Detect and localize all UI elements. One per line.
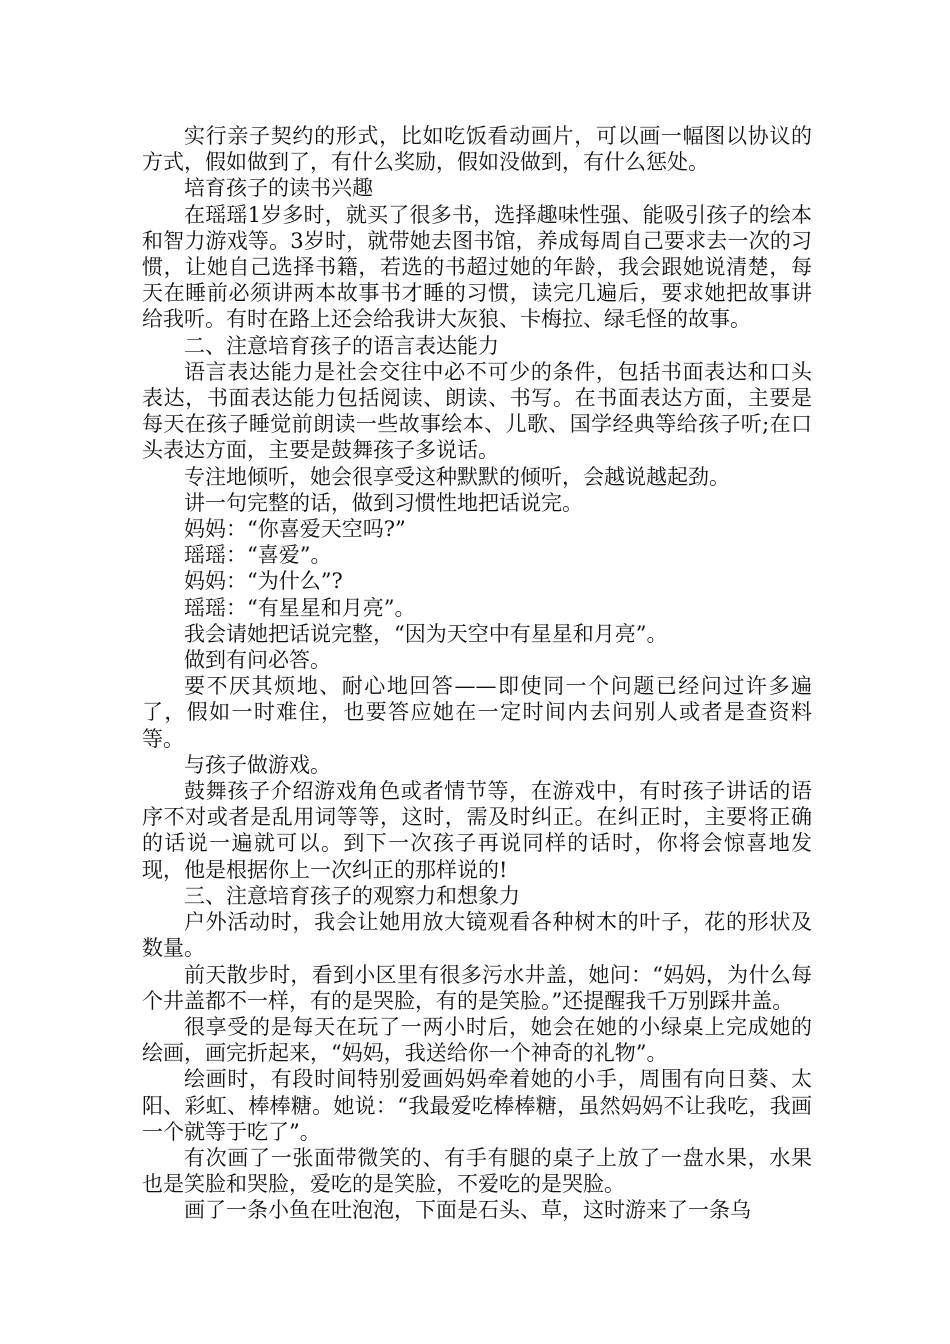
section-heading: 二、注意培育孩子的语言表达能力: [184, 333, 499, 358]
paragraph: 有次画了一张面带微笑的、有手有腿的桌子上放了一盘水果，水果也是笑脸和哭脸，爱吃的是笑脸，不爱吃的是哭脸。: [142, 1145, 812, 1197]
paragraph: 画了一条小鱼在吐泡泡，下面是石头、草，这时游来了一条乌: [184, 1198, 751, 1223]
dialogue-line: 妈妈：“你喜爱天空吗?”: [184, 517, 406, 542]
paragraph: 与孩子做游戏。: [184, 752, 331, 777]
paragraph: 讲一句完整的话，做到习惯性地把话说完。: [184, 490, 583, 515]
document-body: [142, 123, 812, 1224]
dialogue-line: 妈妈：“为什么”?: [184, 569, 343, 594]
section-heading: 三、注意培育孩子的观察力和想象力: [184, 883, 520, 908]
paragraph: 做到有问必答。: [184, 648, 331, 673]
paragraph: 鼓舞孩子介绍游戏角色或者情节等，在游戏中，有时孩子讲话的语序不对或者是乱用词等等，这时，需及时纠正。在纠正时，主要将正确的话说一遍就可以。到下一次孩子再说同样的话时，你将会惊喜地发现，他是根据你上一次纠正的那样说的!: [142, 779, 812, 882]
paragraph: 语言表达能力是社会交往中必不可少的条件，包括书面表达和口头表达，书面表达能力包括阅读、朗读、书写。在书面表达方面，主要是每天在孩子睡觉前朗读一些故事绘本、儿歌、国学经典等给孩子听;在口头表达方面，主要是鼓舞孩子多说话。: [142, 359, 812, 463]
paragraph: 前天散步时，看到小区里有很多污水井盖，她问：“妈妈，为什么每个井盖都不一样，有的是哭脸，有的是笑脸。”还提醒我千万别踩井盖。: [142, 962, 812, 1013]
paragraph: 在瑶瑶1岁多时，就买了很多书，选择趣味性强、能吸引孩子的绘本和智力游戏等。3岁时，就带她去图书馆，养成每周自己要求去一次的习惯，让她自己选择书籍，若选的书超过她的年龄，我会跟她说清楚，每天在睡前必须讲两本故事书才睡的习惯，读完几遍后，要求她把故事讲给我听。有时在路上还会给我讲大灰狼、卡梅拉、绿毛怪的故事。: [142, 202, 812, 332]
paragraph: 户外活动时，我会让她用放大镜观看各种树木的叶子，花的形状及数量。: [142, 910, 812, 961]
paragraph: 我会请她把话说完整，“因为天空中有星星和月亮”。: [184, 621, 668, 646]
paragraph: 绘画时，有段时间特别爱画妈妈牵着她的小手，周围有向日葵、太阳、彩虹、棒棒糖。她说：“我最爱吃棒棒糖，虽然妈妈不让我吃，我画一个就等于吃了”。: [142, 1067, 812, 1144]
dialogue-line: 瑶瑶：“有星星和月亮”。: [184, 595, 416, 620]
section-heading: 培育孩子的读书兴趣: [184, 176, 373, 201]
paragraph: 要不厌其烦地、耐心地回答——即使同一个问题已经问过许多遍了，假如一时难住，也要答应她在一定时间内去问别人或者是查资料等。: [142, 674, 812, 751]
paragraph: 很享受的是每天在玩了一两小时后，她会在她的小绿桌上完成她的绘画，画完折起来，“妈妈，我送给你一个神奇的礼物”。: [142, 1014, 812, 1066]
dialogue-line: 瑶瑶：“喜爱”。: [184, 543, 332, 568]
paragraph: 实行亲子契约的形式，比如吃饭看动画片，可以画一幅图以协议的方式，假如做到了，有什么奖励，假如没做到，有什么惩处。: [142, 124, 812, 175]
paragraph: 专注地倾听，她会很享受这种默默的倾听，会越说越起劲。: [184, 464, 730, 489]
